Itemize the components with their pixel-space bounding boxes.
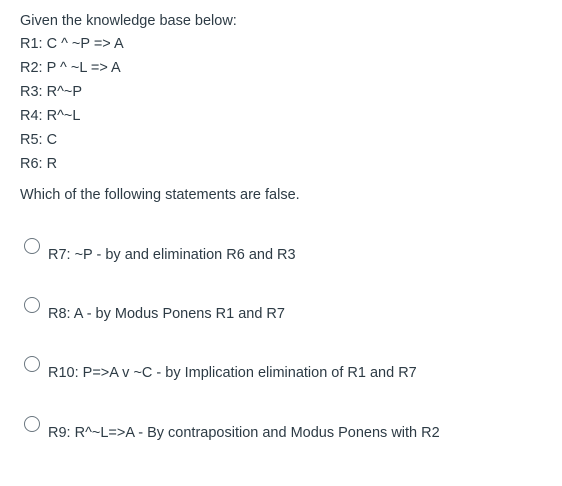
answer-option-1[interactable] [24,238,544,278]
radio-button[interactable] [24,356,40,372]
radio-button[interactable] [24,297,40,313]
answer-option-4[interactable] [24,416,544,456]
answer-option-label: R10: P=>A v ~C - by Implication elimination of R1 and R7 [48,365,417,381]
answer-option-2[interactable] [24,297,544,337]
rule-r3: R3: R^~P [20,84,83,100]
rule-r4: R4: R^~L [20,108,81,124]
radio-button[interactable] [24,416,40,432]
answer-option-3[interactable] [24,356,544,396]
rule-r6: R6: R [20,156,58,172]
radio-button[interactable] [24,238,40,254]
answer-option-label: R9: R^~L=>A - By contraposition and Modus Ponens with R2 [48,425,440,441]
knowledge-base-title: Given the knowledge base below: [20,13,237,29]
rule-r1: R1: C ^ ~P => A [20,36,124,52]
answer-option-label: R8: A - by Modus Ponens R1 and R7 [48,306,285,322]
rule-r2: R2: P ^ ~L => A [20,60,121,76]
rule-r5: R5: C [20,132,58,148]
answer-option-label: R7: ~P - by and elimination R6 and R3 [48,247,296,263]
question-prompt: Which of the following statements are false. [20,187,300,203]
